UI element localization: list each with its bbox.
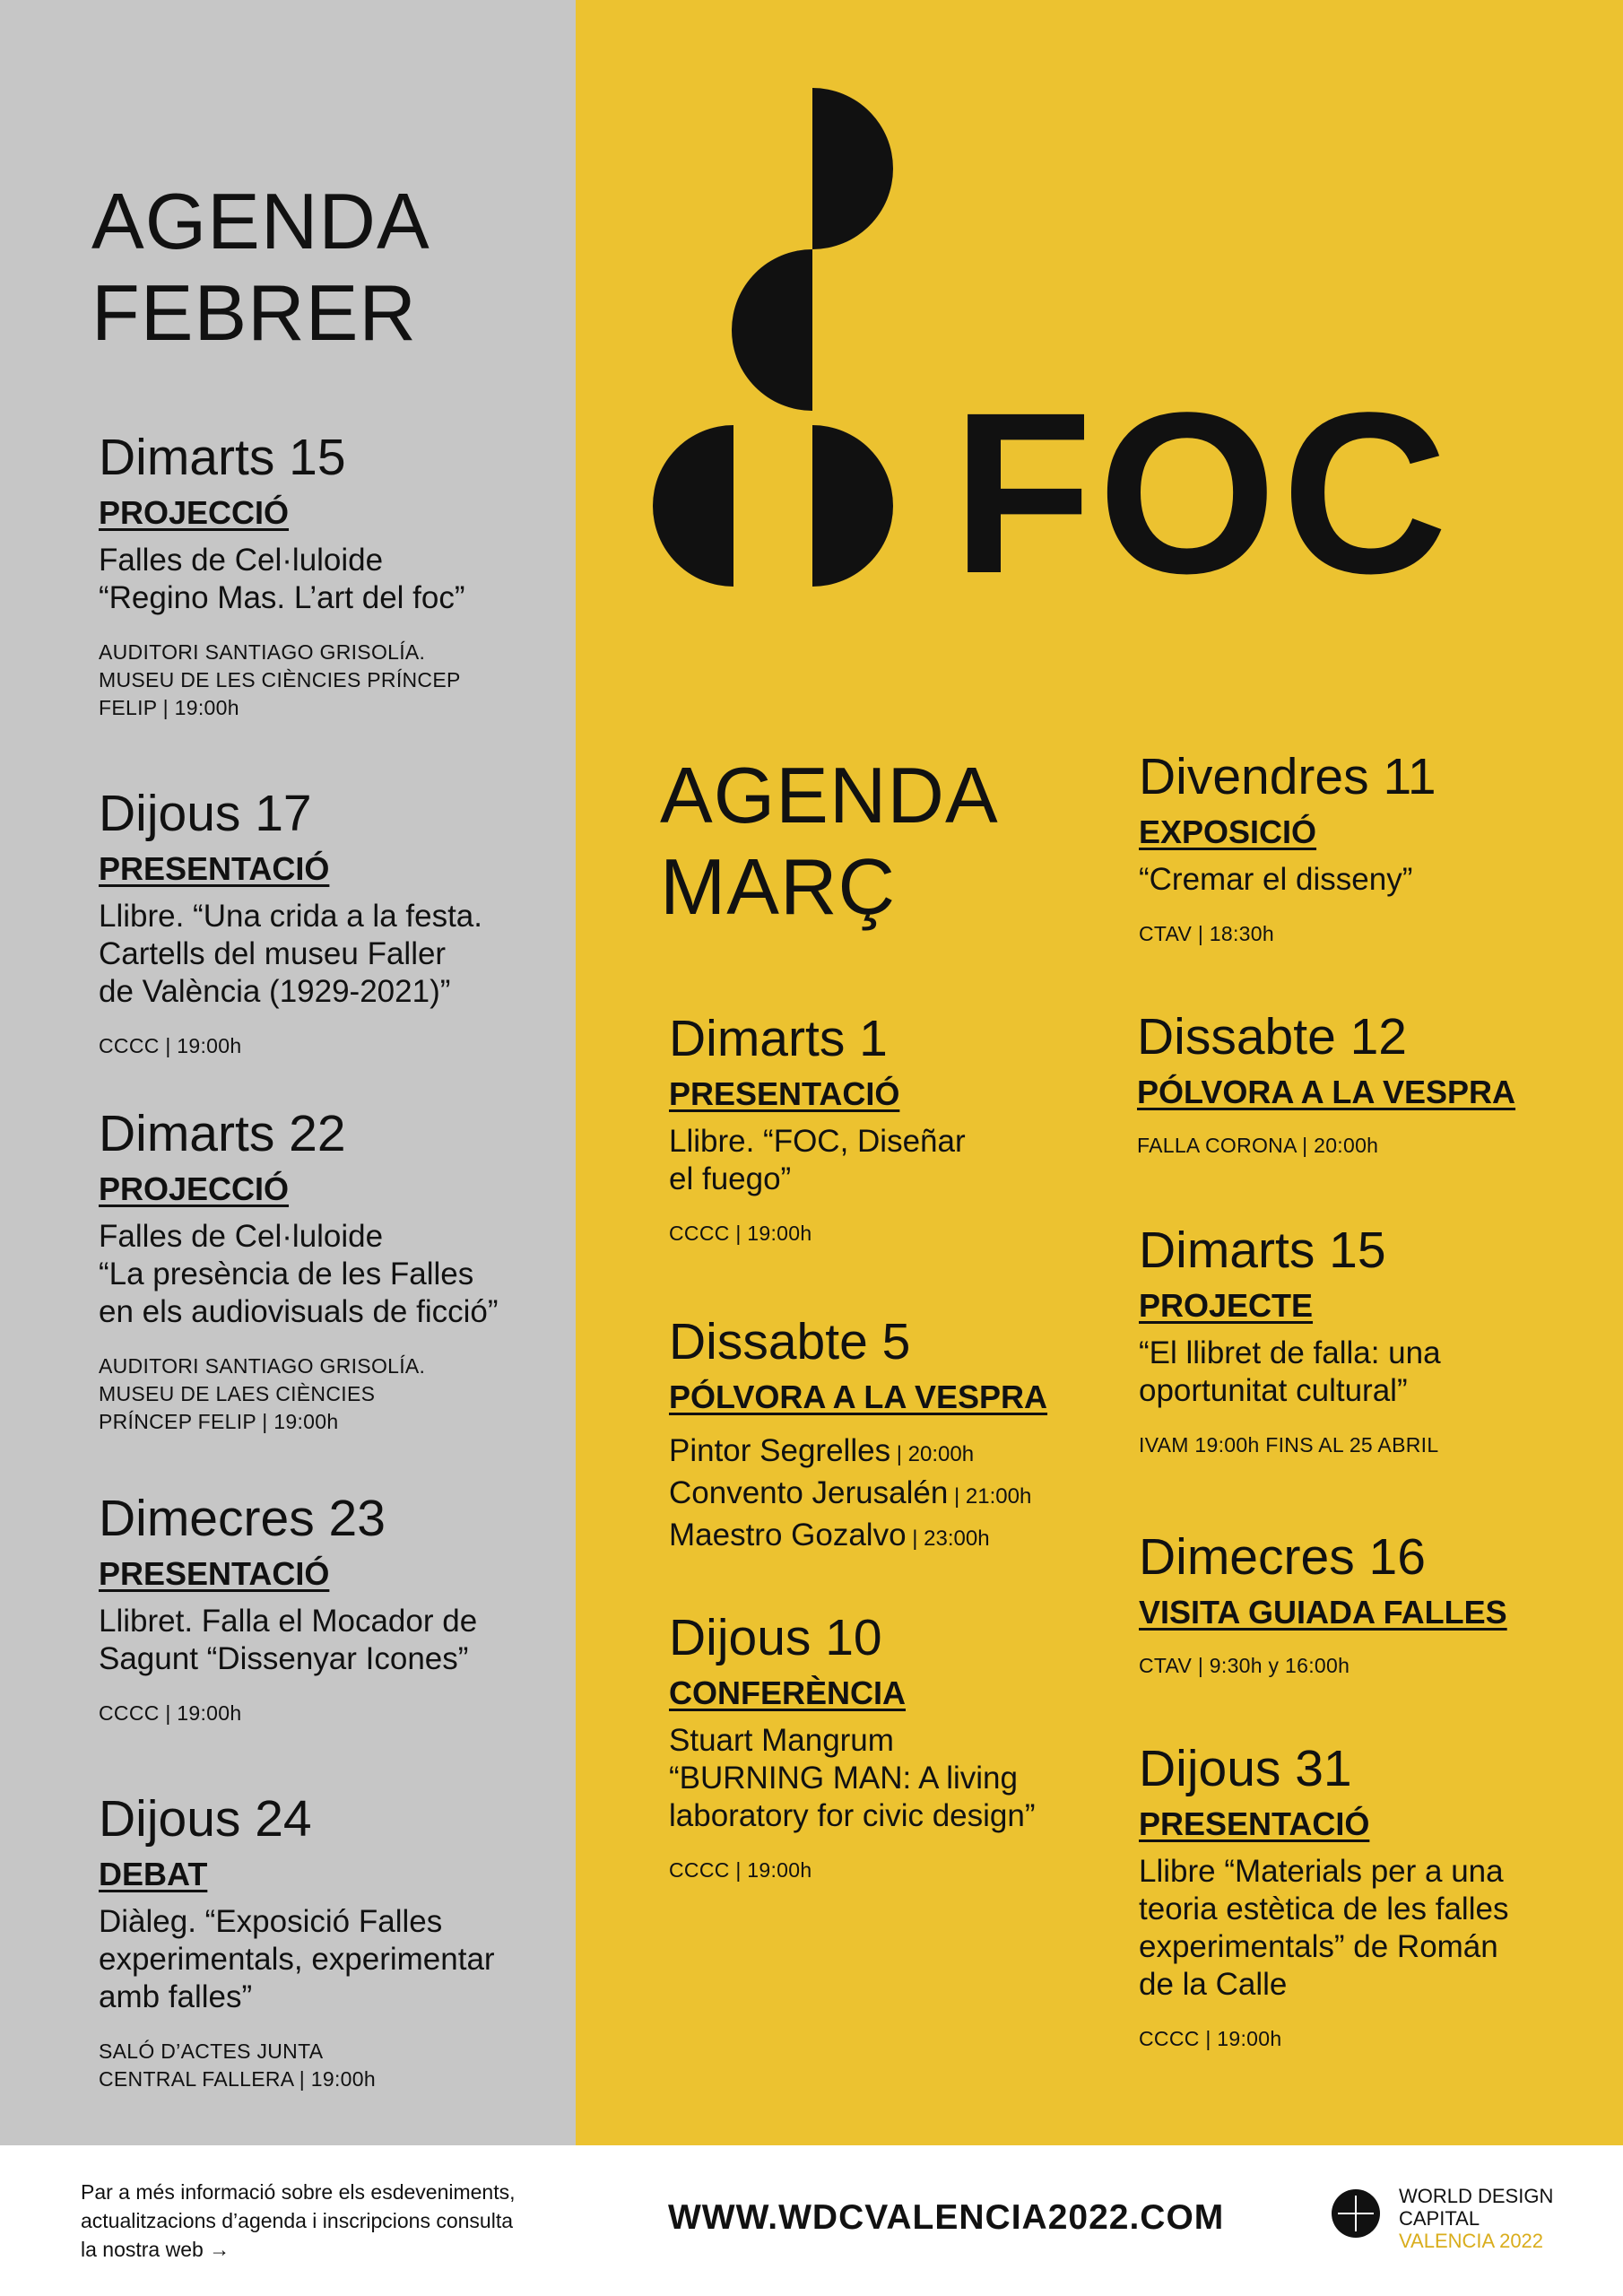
event-day: Dissabte 12	[1137, 1008, 1408, 1065]
event-category: PROJECTE	[1139, 1287, 1314, 1324]
event-description: Falles de Cel·luloide “Regino Mas. L’art del foc”	[99, 543, 465, 615]
event-day: Divendres 11	[1139, 748, 1436, 805]
event-mar-11	[1139, 748, 1436, 948]
event-location: CCCC | 19:00h	[1139, 2027, 1282, 2050]
event-mar-31	[1139, 1740, 1508, 2053]
schedule-place: Maestro Gozalvo	[669, 1518, 907, 1552]
footer-info-text: Par a més informació sobre els esdeveniments, actualitzacions d’agenda i inscripcions consulta la nostra web →	[81, 2180, 516, 2261]
event-mar-5	[669, 1313, 1047, 1558]
event-location: CCCC | 19:00h	[99, 1034, 242, 1057]
event-mar-12	[1137, 1008, 1515, 1160]
event-location: AUDITORI SANTIAGO GRISOLÍA. MUSEU DE LES CIÈNCIES PRÍNCEP FELIP | 19:00h	[99, 640, 461, 719]
event-category: PROJECCIÓ	[99, 494, 290, 531]
event-schedule	[669, 1431, 1047, 1558]
event-category: DEBAT	[99, 1856, 208, 1892]
event-day: Dimarts 15	[99, 429, 346, 486]
wdc-line2: CAPITAL	[1399, 2207, 1480, 2230]
event-mar-16	[1139, 1528, 1507, 1680]
event-location: IVAM 19:00h FINS AL 25 ABRIL	[1139, 1433, 1439, 1457]
event-description: Llibre “Materials per a una teoria estètica de les falles experimentals” de Román de la Calle	[1139, 1854, 1509, 2002]
schedule-time: | 20:00h	[890, 1442, 975, 1466]
event-mar-10	[669, 1609, 1036, 1884]
wdc-logo-text	[1399, 2185, 1553, 2252]
event-day: Dijous 17	[99, 785, 312, 842]
event-day: Dimarts 15	[1139, 1222, 1386, 1279]
event-day: Dimarts 1	[669, 1010, 888, 1067]
event-location: CTAV | 9:30h y 16:00h	[1139, 1654, 1350, 1677]
event-description: Stuart Mangrum “BURNING MAN: A living laboratory for civic design”	[669, 1723, 1036, 1833]
february-title-line2: FEBRER	[91, 268, 417, 357]
event-location: FALLA CORONA | 20:00h	[1137, 1134, 1379, 1157]
event-category: PRESENTACIÓ	[669, 1075, 900, 1112]
event-mar-15	[1139, 1222, 1441, 1459]
event-category: PRESENTACIÓ	[1139, 1805, 1370, 1842]
event-location: CTAV | 18:30h	[1139, 922, 1274, 945]
event-feb-15	[99, 429, 465, 722]
event-location: CCCC | 19:00h	[669, 1858, 812, 1882]
event-day: Dijous 10	[669, 1609, 882, 1666]
event-feb-24	[99, 1790, 495, 2093]
february-title-line1: AGENDA	[91, 177, 430, 265]
event-category: PRESENTACIÓ	[99, 850, 330, 887]
event-category: PÓLVORA A LA VESPRA	[1137, 1074, 1516, 1110]
event-day: Dimarts 22	[99, 1105, 346, 1162]
event-description: Diàleg. “Exposició Falles experimentals, experimentar amb falles”	[99, 1904, 495, 2014]
event-description: “El llibret de falla: una oportunitat cultural”	[1139, 1335, 1441, 1408]
event-location: AUDITORI SANTIAGO GRISOLÍA. MUSEU DE LAES CIÈNCIES PRÍNCEP FELIP | 19:00h	[99, 1354, 426, 1433]
event-description: Llibret. Falla el Mocador de Sagunt “Dissenyar Icones”	[99, 1604, 478, 1676]
schedule-row	[669, 1474, 1047, 1516]
event-day: Dimecres 16	[1139, 1528, 1426, 1586]
foc-logo-word: FOC	[952, 365, 1454, 622]
event-description: “Cremar el disseny”	[1139, 862, 1413, 897]
event-day: Dijous 31	[1139, 1740, 1352, 1797]
event-description: Falles de Cel·luloide “La presència de les Falles en els audiovisuals de ficció”	[99, 1219, 499, 1329]
event-category: PRESENTACIÓ	[99, 1555, 330, 1592]
event-category: VISITA GUIADA FALLES	[1139, 1594, 1507, 1631]
event-mar-1	[669, 1010, 966, 1248]
february-title	[91, 176, 430, 359]
event-day: Dijous 24	[99, 1790, 312, 1848]
foc-logo-mark-icon	[653, 88, 893, 587]
march-title	[660, 750, 999, 933]
schedule-time: | 21:00h	[948, 1484, 1032, 1509]
wdc-line3: VALENCIA 2022	[1399, 2230, 1544, 2252]
event-feb-17	[99, 785, 482, 1060]
event-day: Dimecres 23	[99, 1490, 386, 1547]
event-feb-22	[99, 1105, 499, 1436]
event-location: CCCC | 19:00h	[669, 1222, 812, 1245]
event-location: SALÓ D’ACTES JUNTA CENTRAL FALLERA | 19:00h	[99, 2039, 376, 2091]
schedule-row	[669, 1516, 1047, 1558]
schedule-time: | 23:00h	[906, 1526, 990, 1551]
event-category: EXPOSICIÓ	[1139, 813, 1317, 850]
schedule-place: Convento Jerusalén	[669, 1475, 949, 1510]
event-location: CCCC | 19:00h	[99, 1701, 242, 1725]
march-title-line1: AGENDA	[660, 751, 999, 839]
wdc-logo-icon	[1331, 2188, 1381, 2239]
event-category: PÓLVORA A LA VESPRA	[669, 1378, 1048, 1415]
event-category: CONFERÈNCIA	[669, 1674, 907, 1711]
schedule-place: Pintor Segrelles	[669, 1433, 891, 1468]
event-description: Llibre. “FOC, Diseñar el fuego”	[669, 1124, 966, 1196]
website-link[interactable]: WWW.WDCVALENCIA2022.COM	[668, 2198, 1225, 2237]
event-category: PROJECCIÓ	[99, 1170, 290, 1207]
schedule-row	[669, 1431, 1047, 1474]
march-title-line2: MARÇ	[660, 842, 897, 931]
wdc-line1: WORLD DESIGN	[1399, 2185, 1554, 2207]
event-feb-23	[99, 1490, 477, 1727]
event-description: Llibre. “Una crida a la festa. Cartells del museu Faller de València (1929-2021)”	[99, 899, 482, 1009]
event-day: Dissabte 5	[669, 1313, 911, 1370]
